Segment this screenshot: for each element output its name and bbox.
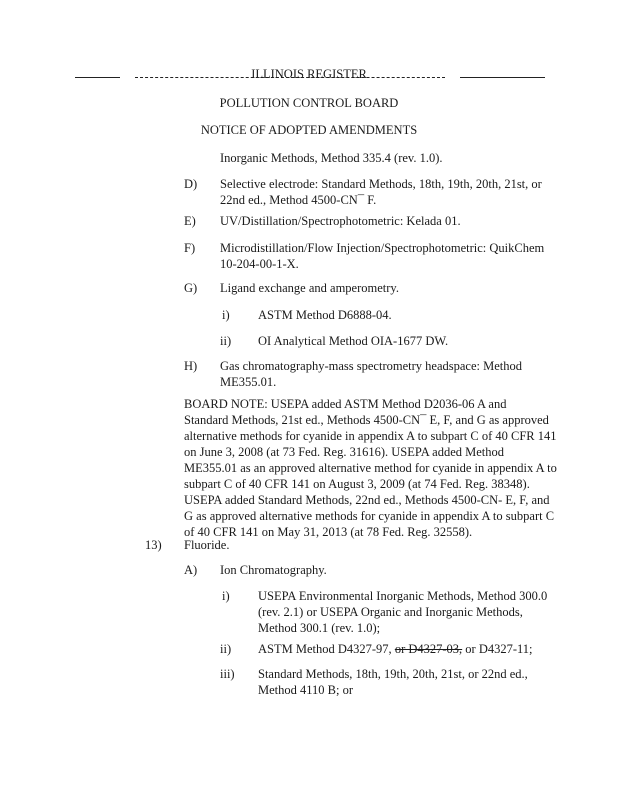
item-e-text: UV/Distillation/Spectrophotometric: Kelada 01. <box>220 214 461 228</box>
section-13-label: 13) <box>145 538 162 552</box>
item-g-text: Ligand exchange and amperometry. <box>220 281 399 295</box>
item-g-i-label: i) <box>222 308 230 322</box>
section-13-a-iii-text: Standard Methods, 18th, 19th, 20th, 21st, or 22nd ed., Method 4110 B; or <box>258 667 528 697</box>
item-d-text: Selective electrode: Standard Methods, 18th, 19th, 20th, 21st, or 22nd ed., Method 4500-CN¯ F. <box>220 177 542 207</box>
register-title: ILLINOIS REGISTER <box>251 67 367 81</box>
item-g-ii-label: ii) <box>220 334 232 348</box>
ii-text-b: or D4327-11; <box>465 642 533 656</box>
board-note: BOARD NOTE: USEPA added ASTM Method D2036-06 A and Standard Methods, 21st ed., Methods 4500-CN¯ E, F, and G as approved alternative methods for cyanide in appendix A to subpart C of 40 CFR 141 on June 3, 2008 (at 73 Fed. Reg. 31616). USEPA added Method ME355.01 as an approved alternative method for cyanide in appendix A to subpart C of 40 CFR 141 on August 3, 2009 (at 74 Fed. Reg. 38348). USEPA added Standard Methods, 22nd ed., Methods 4500-CN- E, F, and G as approved alternative methods for cyanide in appendix A to subpart C of 40 CFR 141 on May 31, 2013 (at 78 Fed. Reg. 32558). <box>184 397 557 539</box>
section-13-a-ii-label: ii) <box>220 642 232 656</box>
section-13-a-i-label: i) <box>222 589 230 603</box>
item-h-label: H) <box>184 359 198 373</box>
item-e-label: E) <box>184 214 196 228</box>
section-13-a-label: A) <box>184 563 198 577</box>
section-13-a-iii-label: iii) <box>220 667 235 681</box>
ii-text-struck: or D4327-03, <box>394 642 463 656</box>
item-f-text: Microdistillation/Flow Injection/Spectrophotometric: QuikChem 10-204-00-1-X. <box>220 241 545 271</box>
ii-text-a: ASTM Method D4327-97, <box>258 642 392 656</box>
item-f-label: F) <box>184 241 196 255</box>
item-g-label: G) <box>184 281 198 295</box>
item-h-text: Gas chromatography-mass spectrometry headspace: Method ME355.01. <box>220 359 522 389</box>
section-13-a-ii-text <box>258 641 533 657</box>
notice-title: NOTICE OF ADOPTED AMENDMENTS <box>200 123 418 137</box>
section-13-a-title: Ion Chromatography. <box>220 563 327 577</box>
board-title: POLLUTION CONTROL BOARD <box>219 96 399 110</box>
section-13-title: Fluoride. <box>184 538 230 552</box>
continued-text: Inorganic Methods, Method 335.4 (rev. 1.0). <box>220 151 443 165</box>
item-g-i-text: ASTM Method D6888-04. <box>258 308 392 322</box>
item-g-ii-text: OI Analytical Method OIA-1677 DW. <box>258 334 449 348</box>
section-13-a-i-text: USEPA Environmental Inorganic Methods, Method 300.0 (rev. 2.1) or USEPA Organic and Inorganic Methods, Method 300.1 (rev. 1.0); <box>258 589 548 635</box>
item-d-label: D) <box>184 177 198 191</box>
